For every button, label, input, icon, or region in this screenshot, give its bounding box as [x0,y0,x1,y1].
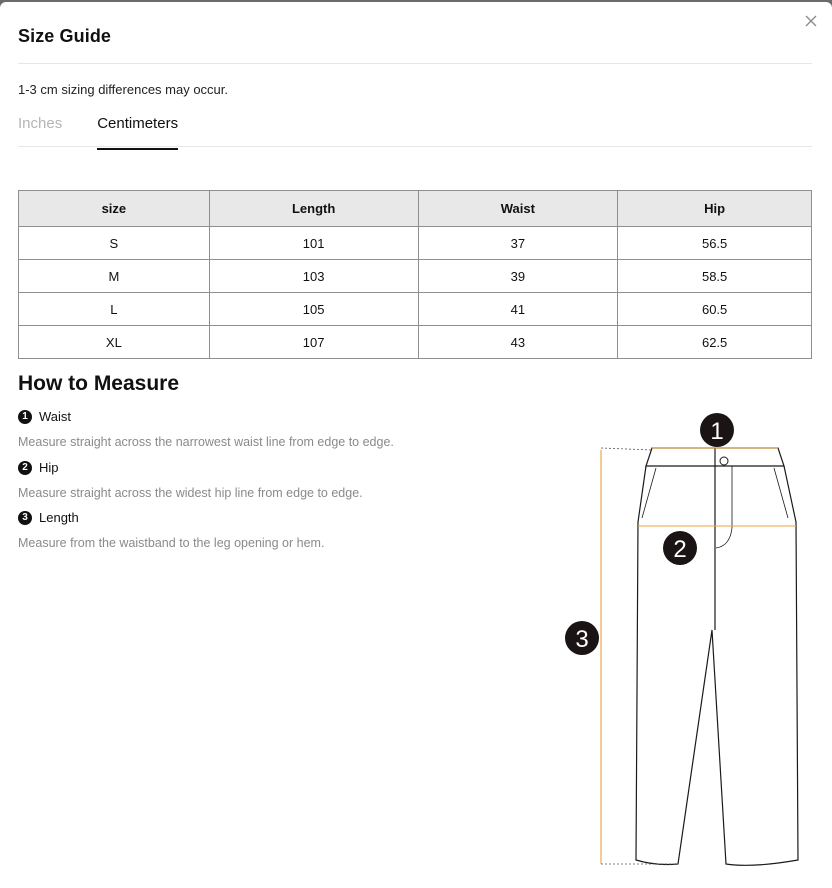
measure-name: Waist [39,409,72,424]
size-table [18,190,812,359]
pants-outline-icon [636,448,798,865]
callout-3 [565,621,599,655]
unit-tabs [18,114,178,149]
close-icon[interactable] [802,12,820,30]
measure-description: Measure from the waistband to the leg opening or hem. [18,536,325,550]
cell-size: L [19,293,210,326]
cell-hip: 62.5 [618,326,812,359]
table-row [19,326,812,359]
table-header-row [19,191,812,227]
tabs-divider [18,146,812,147]
measure-item-length [18,510,538,550]
table-row [19,227,812,260]
cell-size: S [19,227,210,260]
svg-text:2: 2 [673,536,687,563]
tab-inches[interactable]: Inches [18,115,63,132]
cell-waist: 39 [418,260,618,293]
sizing-note: 1-3 cm sizing differences may occur. [18,82,229,97]
measure-lines [601,448,796,864]
table-row [19,293,812,326]
cell-size: M [19,260,210,293]
measure-name: Hip [39,460,59,475]
measure-item-hip [18,460,538,500]
column-header-length: Length [209,191,418,227]
column-header-size: size [19,191,210,227]
measure-name: Length [39,510,79,525]
how-to-measure-title: How to Measure [18,372,180,395]
cell-length: 105 [209,293,418,326]
svg-text:3: 3 [575,626,589,653]
cell-waist: 43 [418,326,618,359]
number-badge: 1 [18,410,32,424]
cell-length: 107 [209,326,418,359]
column-header-hip: Hip [618,191,812,227]
cell-waist: 37 [418,227,618,260]
pants-diagram [560,410,810,880]
cell-waist: 41 [418,293,618,326]
cell-length: 103 [209,260,418,293]
modal-title: Size Guide [18,26,112,46]
number-badge: 3 [18,511,32,525]
cell-hip: 56.5 [618,227,812,260]
callout-1 [700,413,734,447]
table-row [19,260,812,293]
title-divider [18,63,812,64]
tab-centimeters[interactable]: Centimeters [97,114,178,150]
measure-item-waist [18,409,538,449]
number-badge: 2 [18,461,32,475]
cell-size: XL [19,326,210,359]
svg-text:1: 1 [710,418,724,445]
column-header-waist: Waist [418,191,618,227]
cell-hip: 60.5 [618,293,812,326]
callout-2 [663,531,697,565]
measure-description: Measure straight across the widest hip line from edge to edge. [18,486,363,500]
size-guide-modal [0,2,832,888]
measure-description: Measure straight across the narrowest waist line from edge to edge. [18,435,394,449]
cell-length: 101 [209,227,418,260]
cell-hip: 58.5 [618,260,812,293]
